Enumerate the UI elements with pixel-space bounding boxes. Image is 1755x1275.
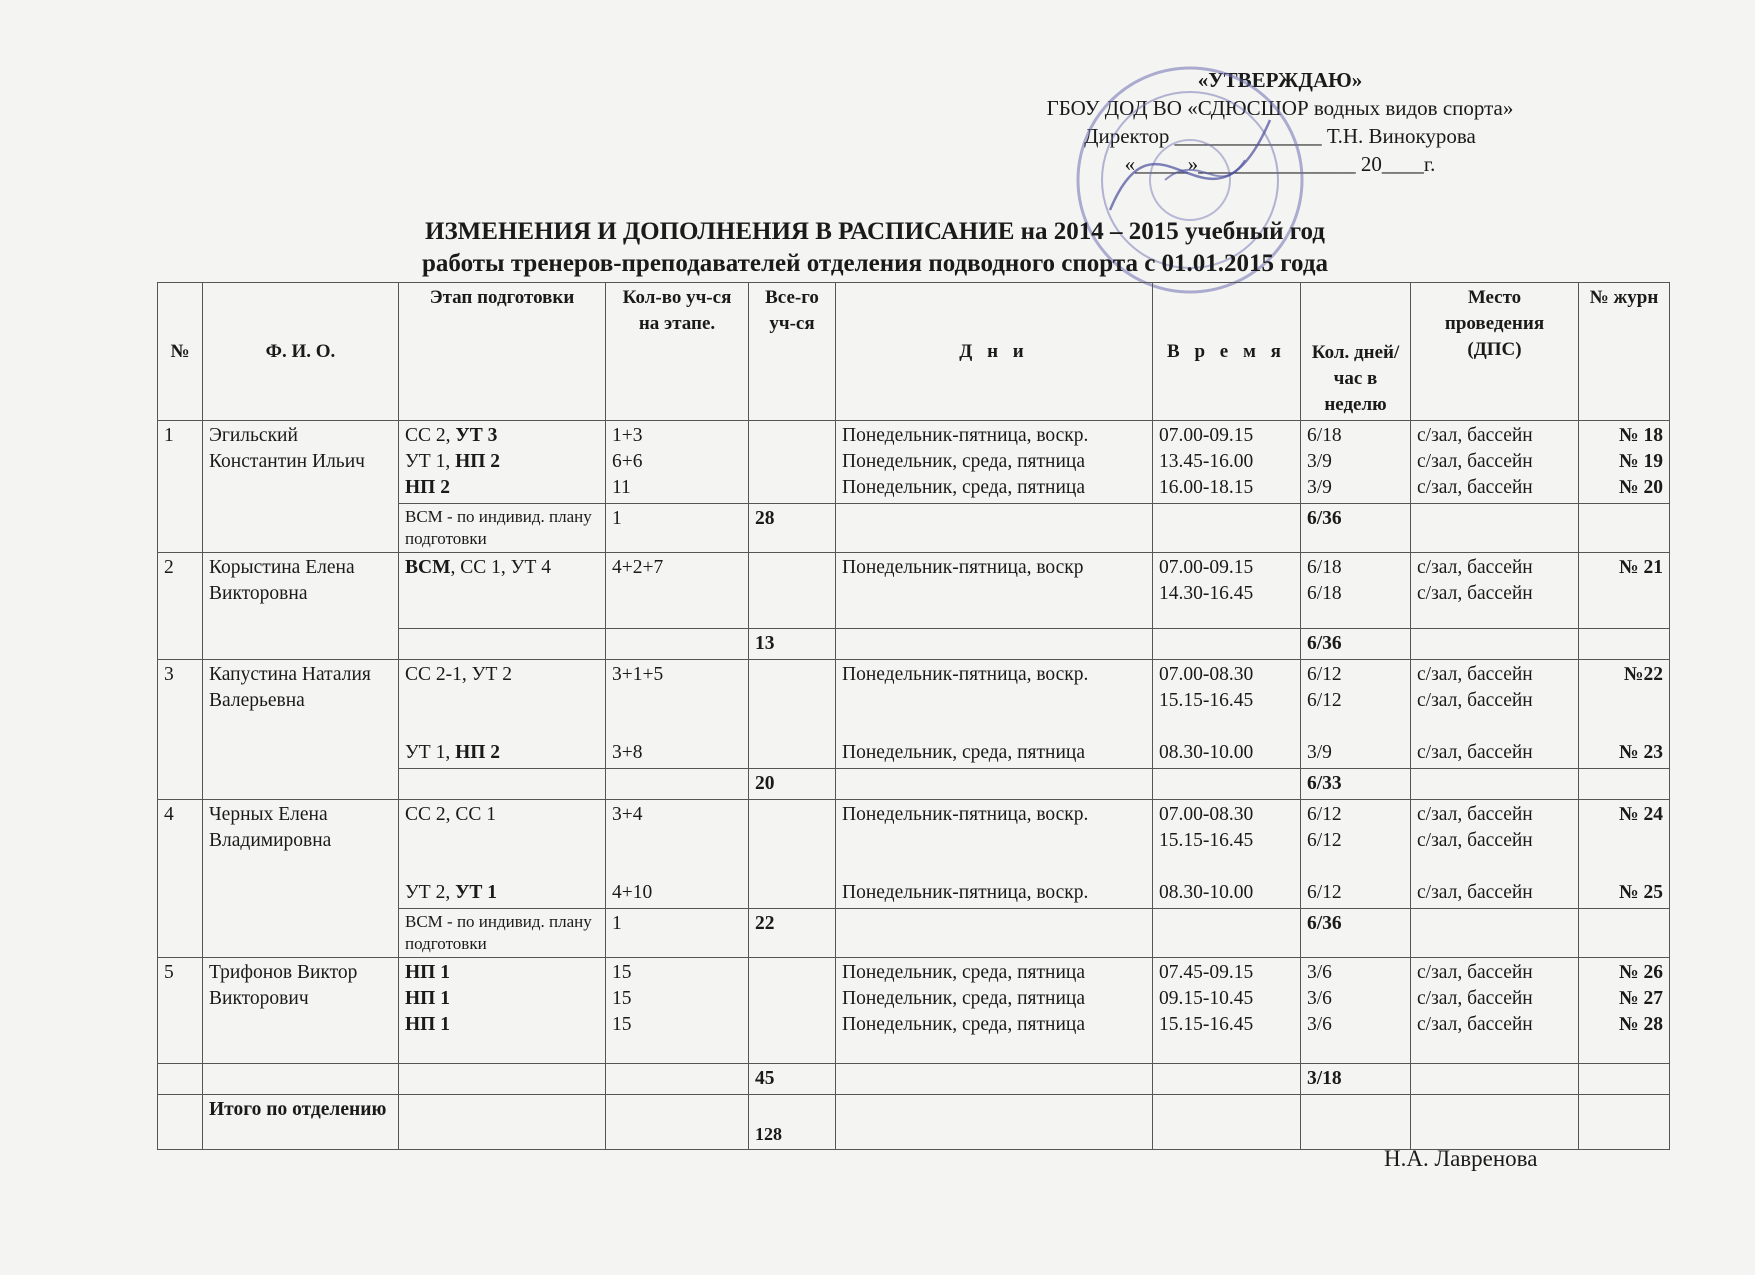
title-line-2: работы тренеров-преподавателей отделения подводного спорта с 01.01.2015 года xyxy=(422,250,1328,277)
stage-part: НП 2 xyxy=(405,477,450,498)
cell-place xyxy=(1411,800,1579,909)
cell-per-week xyxy=(1301,660,1411,769)
cell-place xyxy=(1411,909,1579,958)
cell-time xyxy=(1153,1095,1301,1150)
stage-part: НП 1 xyxy=(405,1014,450,1035)
days-value: Понедельник-пятница, воскр. xyxy=(842,425,1089,446)
place-value: с/зал, бассейн xyxy=(1417,1014,1533,1035)
days-value: Понедельник, среда, пятница xyxy=(842,477,1085,498)
count-value: 4+10 xyxy=(612,882,653,903)
time-value: 16.00-18.15 xyxy=(1159,477,1254,498)
per-week-value: 6/12 xyxy=(1307,804,1342,825)
place-value: с/зал, бассейн xyxy=(1417,804,1533,825)
journal-value: № 25 xyxy=(1619,882,1663,903)
cell-fio: Капустина Наталия Валерьевна xyxy=(203,660,399,800)
journal-value: № 19 xyxy=(1619,451,1663,472)
cell-stage: ВСМ - по индивид. плану подготовки xyxy=(399,909,606,958)
stage-part: УТ 2, xyxy=(405,882,456,903)
cell-journal xyxy=(1579,504,1670,553)
place-value: с/зал, бассейн xyxy=(1417,690,1533,711)
count-value: 3+1+5 xyxy=(612,664,664,685)
cell-num xyxy=(158,1064,203,1095)
cell-days xyxy=(836,909,1153,958)
per-week-value: 3/6 xyxy=(1307,1014,1332,1035)
count-value: 6+6 xyxy=(612,451,643,472)
table-row xyxy=(158,421,1670,504)
cell-count xyxy=(606,421,749,504)
journal-value: №22 xyxy=(1623,664,1663,685)
total-label: Итого по отделению xyxy=(203,1095,399,1150)
total-value: 128 xyxy=(749,1095,836,1150)
cell-num: 1 xyxy=(158,421,203,553)
per-week-value: 6/12 xyxy=(1307,664,1342,685)
cell-days: Понедельник-пятница, воскр xyxy=(836,553,1153,629)
cell-stage: ВСМ - по индивид. плану подготовки xyxy=(399,504,606,553)
cell-time xyxy=(1153,421,1301,504)
per-week-value: 6/18 xyxy=(1307,583,1342,604)
header-per-week: Кол. дней/ час в неделю xyxy=(1301,283,1411,421)
header-stage: Этап подготовки xyxy=(399,283,606,421)
stage-part: ВСМ xyxy=(405,557,451,578)
cell-total xyxy=(749,660,836,769)
time-value: 07.00-08.30 xyxy=(1159,664,1254,685)
journal-value: № 28 xyxy=(1619,1014,1663,1035)
cell-count xyxy=(606,1095,749,1150)
cell-days xyxy=(836,958,1153,1064)
journal-value: № 20 xyxy=(1619,477,1663,498)
cell-stage xyxy=(399,421,606,504)
time-value: 07.00-08.30 xyxy=(1159,804,1254,825)
stage-part: НП 2 xyxy=(455,451,501,472)
cell-time xyxy=(1153,553,1301,629)
cell-num: 3 xyxy=(158,660,203,800)
count-value: 3+8 xyxy=(612,742,643,763)
cell-place xyxy=(1411,1064,1579,1095)
place-value: с/зал, бассейн xyxy=(1417,664,1533,685)
time-value: 09.15-10.45 xyxy=(1159,988,1254,1009)
header-time: В р е м я xyxy=(1153,283,1301,421)
cell-place xyxy=(1411,553,1579,629)
cell-per-week: 6/36 xyxy=(1301,629,1411,660)
cell-stage xyxy=(399,800,606,909)
place-value: с/зал, бассейн xyxy=(1417,988,1533,1009)
cell-stage xyxy=(399,553,606,629)
cell-place xyxy=(1411,769,1579,800)
cell-count: 4+2+7 xyxy=(606,553,749,629)
per-week-value: 6/18 xyxy=(1307,557,1342,578)
cell-time xyxy=(1153,769,1301,800)
cell-days xyxy=(836,1095,1153,1150)
table-row xyxy=(158,958,1670,1064)
cell-journal xyxy=(1579,629,1670,660)
per-week-value: 6/12 xyxy=(1307,830,1342,851)
cell-per-week: 6/36 xyxy=(1301,504,1411,553)
table-row xyxy=(158,553,1670,629)
cell-journal xyxy=(1579,1064,1670,1095)
cell-num: 5 xyxy=(158,958,203,1064)
stage-part: НП 2 xyxy=(455,742,501,763)
stage-part: УТ 1, xyxy=(405,451,456,472)
count-value: 1+3 xyxy=(612,425,643,446)
approval-heading: «УТВЕРЖДАЮ» xyxy=(1197,68,1363,92)
cell-num xyxy=(158,1095,203,1150)
cell-total xyxy=(749,800,836,909)
cell-stage xyxy=(399,769,606,800)
header-journal: № журн xyxy=(1579,283,1670,421)
days-value: Понедельник-пятница, воскр. xyxy=(842,664,1089,685)
journal-value: № 24 xyxy=(1619,804,1663,825)
place-value: с/зал, бассейн xyxy=(1417,425,1533,446)
cell-per-week xyxy=(1301,800,1411,909)
stage-part: СС 2, xyxy=(405,425,456,446)
cell-per-week xyxy=(1301,421,1411,504)
header-row xyxy=(158,283,1670,421)
journal-value: № 23 xyxy=(1619,742,1663,763)
journal-value: № 27 xyxy=(1619,988,1663,1009)
cell-fio: Черных Елена Владимировна xyxy=(203,800,399,958)
cell-total xyxy=(749,421,836,504)
cell-count xyxy=(606,1064,749,1095)
cell-total: 13 xyxy=(749,629,836,660)
cell-per-week xyxy=(1301,1095,1411,1150)
cell-time xyxy=(1153,504,1301,553)
signer-name: Н.А. Лавренова xyxy=(1384,1146,1538,1171)
per-week-value: 6/12 xyxy=(1307,882,1342,903)
header-fio: Ф. И. О. xyxy=(203,283,399,421)
cell-count: 1 xyxy=(606,909,749,958)
place-value: с/зал, бассейн xyxy=(1417,451,1533,472)
stage-part: СС 2, СС 1 xyxy=(405,804,497,825)
place-value: с/зал, бассейн xyxy=(1417,962,1533,983)
table-subrow xyxy=(158,1064,1670,1095)
cell-per-week xyxy=(1301,958,1411,1064)
stage-part: , СС 1, УТ 4 xyxy=(450,557,551,578)
per-week-value: 6/18 xyxy=(1307,425,1342,446)
cell-per-week: 6/36 xyxy=(1301,909,1411,958)
cell-count xyxy=(606,660,749,769)
count-value: 3+4 xyxy=(612,804,643,825)
cell-fio: Эгильский Константин Ильич xyxy=(203,421,399,553)
cell-journal: № 21 xyxy=(1579,553,1670,629)
cell-num: 4 xyxy=(158,800,203,958)
place-value: с/зал, бассейн xyxy=(1417,882,1533,903)
table-row xyxy=(158,660,1670,769)
per-week-value: 6/12 xyxy=(1307,690,1342,711)
per-week-value: 3/6 xyxy=(1307,988,1332,1009)
time-value: 07.00-09.15 xyxy=(1159,557,1254,578)
count-value: 15 xyxy=(612,962,632,983)
header-count-stage: Кол-во уч-ся на этапе. xyxy=(606,283,749,421)
cell-time xyxy=(1153,629,1301,660)
cell-stage xyxy=(399,660,606,769)
approval-director: Директор ______________ Т.Н. Винокурова xyxy=(1084,124,1476,148)
cell-journal xyxy=(1579,769,1670,800)
cell-stage xyxy=(399,1095,606,1150)
cell-fio: Корыстина Елена Викторовна xyxy=(203,553,399,660)
cell-journal xyxy=(1579,421,1670,504)
days-value: Понедельник-пятница, воскр. xyxy=(842,882,1089,903)
count-value: 15 xyxy=(612,988,632,1009)
cell-days xyxy=(836,660,1153,769)
time-value: 08.30-10.00 xyxy=(1159,882,1254,903)
cell-stage xyxy=(399,629,606,660)
cell-total xyxy=(749,958,836,1064)
cell-days xyxy=(836,800,1153,909)
days-value: Понедельник, среда, пятница xyxy=(842,962,1085,983)
time-value: 15.15-16.45 xyxy=(1159,1014,1254,1035)
approval-org: ГБОУ ДОД ВО «СДЮСШОР водных видов спорта» xyxy=(1046,96,1514,120)
time-value: 15.15-16.45 xyxy=(1159,830,1254,851)
cell-time xyxy=(1153,958,1301,1064)
days-value: Понедельник, среда, пятница xyxy=(842,742,1085,763)
time-value: 14.30-16.45 xyxy=(1159,583,1254,604)
stage-part: УТ 3 xyxy=(455,425,498,446)
stage-part: СС 2-1, УТ 2 xyxy=(405,664,512,685)
document-title xyxy=(300,216,1450,280)
cell-stage xyxy=(399,958,606,1064)
cell-count xyxy=(606,958,749,1064)
place-value: с/зал, бассейн xyxy=(1417,557,1533,578)
cell-place xyxy=(1411,629,1579,660)
cell-journal xyxy=(1579,958,1670,1064)
header-num: № xyxy=(158,283,203,421)
cell-num: 2 xyxy=(158,553,203,660)
time-value: 08.30-10.00 xyxy=(1159,742,1254,763)
count-value: 11 xyxy=(612,477,631,498)
cell-total: 28 xyxy=(749,504,836,553)
count-value: 15 xyxy=(612,1014,632,1035)
cell-time xyxy=(1153,800,1301,909)
cell-count xyxy=(606,800,749,909)
stage-part: УТ 1, xyxy=(405,742,456,763)
days-value: Понедельник, среда, пятница xyxy=(842,451,1085,472)
cell-total xyxy=(749,553,836,629)
cell-total: 20 xyxy=(749,769,836,800)
place-value: с/зал, бассейн xyxy=(1417,742,1533,763)
cell-journal xyxy=(1579,800,1670,909)
cell-per-week: 6/33 xyxy=(1301,769,1411,800)
stage-part: НП 1 xyxy=(405,962,450,983)
cell-days xyxy=(836,421,1153,504)
cell-total: 45 xyxy=(749,1064,836,1095)
total-row xyxy=(158,1095,1670,1150)
cell-journal xyxy=(1579,1095,1670,1150)
time-value: 07.45-09.15 xyxy=(1159,962,1254,983)
stage-part: НП 1 xyxy=(405,988,450,1009)
header-place: Место проведения (ДПС) xyxy=(1411,283,1579,421)
cell-per-week: 3/18 xyxy=(1301,1064,1411,1095)
cell-time xyxy=(1153,1064,1301,1095)
per-week-value: 3/9 xyxy=(1307,451,1332,472)
per-week-value: 3/6 xyxy=(1307,962,1332,983)
cell-days xyxy=(836,504,1153,553)
days-value: Понедельник, среда, пятница xyxy=(842,988,1085,1009)
cell-journal xyxy=(1579,909,1670,958)
time-value: 13.45-16.00 xyxy=(1159,451,1254,472)
cell-days xyxy=(836,629,1153,660)
cell-place xyxy=(1411,958,1579,1064)
title-line-1: ИЗМЕНЕНИЯ И ДОПОЛНЕНИЯ В РАСПИСАНИЕ на 2014 – 2015 учебный год xyxy=(425,218,1325,245)
days-value: Понедельник-пятница, воскр. xyxy=(842,804,1089,825)
cell-fio xyxy=(203,1064,399,1095)
cell-count: 1 xyxy=(606,504,749,553)
cell-journal xyxy=(1579,660,1670,769)
days-value: Понедельник, среда, пятница xyxy=(842,1014,1085,1035)
approval-date: «_____»_______________ 20____г. xyxy=(1124,152,1436,176)
per-week-value: 3/9 xyxy=(1307,742,1332,763)
cell-place xyxy=(1411,1095,1579,1150)
header-total: Все-го уч-ся xyxy=(749,283,836,421)
journal-value: № 26 xyxy=(1619,962,1663,983)
cell-count xyxy=(606,769,749,800)
cell-place xyxy=(1411,421,1579,504)
place-value: с/зал, бассейн xyxy=(1417,477,1533,498)
cell-days xyxy=(836,769,1153,800)
cell-count xyxy=(606,629,749,660)
time-value: 15.15-16.45 xyxy=(1159,690,1254,711)
schedule-table xyxy=(157,282,1670,1150)
table-row xyxy=(158,800,1670,909)
cell-place xyxy=(1411,504,1579,553)
stage-part: УТ 1 xyxy=(455,882,498,903)
place-value: с/зал, бассейн xyxy=(1417,830,1533,851)
time-value: 07.00-09.15 xyxy=(1159,425,1254,446)
cell-days xyxy=(836,1064,1153,1095)
header-days: Д н и xyxy=(836,283,1153,421)
place-value: с/зал, бассейн xyxy=(1417,583,1533,604)
cell-total: 22 xyxy=(749,909,836,958)
cell-stage xyxy=(399,1064,606,1095)
cell-place xyxy=(1411,660,1579,769)
cell-time xyxy=(1153,660,1301,769)
cell-fio: Трифонов Виктор Викторович xyxy=(203,958,399,1064)
cell-time xyxy=(1153,909,1301,958)
per-week-value: 3/9 xyxy=(1307,477,1332,498)
journal-value: № 18 xyxy=(1619,425,1663,446)
cell-per-week xyxy=(1301,553,1411,629)
